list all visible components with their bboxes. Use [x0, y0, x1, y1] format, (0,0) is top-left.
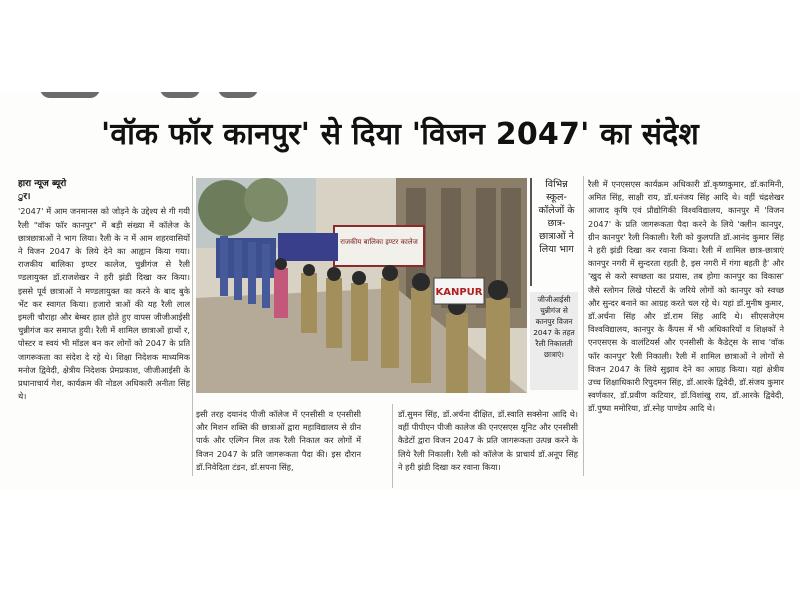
article-column-4: रैली में एनएसएस कार्यक्रम अधिकारी डॉ.कृष्णकुमार, डॉ.कामिनी, अमित सिंह, साक्षी राय, डॉ.धनंजय सिंह आदि थे। वहीं चंद्रशेखर आजाद कृषि एवं प्रौद्योगिकी विश्वविद्यालय, कानपुर में 'विजन 2047' के प्रति जागरूकता पैदा करने के लिये 'क्लीन कानपुर, ग्रीन कानपुर' रैली निकाली। रैली को कुलपति डॉ.आनंद कुमार सिंह ने हरी झंडी दिखा कर रवाना किया। रैली में शामिल छात्र-छात्राएं कानपुर नगरी में सुन्दरता रहती है, इस नगरी में गंगा बहती है' और 'खुद से करो स्वच्छता का प्रयास, तब होगा कानपुर का विकास' जैसे स्लोगन लिखे पोस्टरों के जरिये लोगों को कानपुर को स्वच्छ और सुन्दर बनाने का आग्रह करते चल रहे थे। यहां डॉ.मुनीष कुमार, डॉ.अर्चना सिंह और डॉ.राम सिंह आदि थे। सीएसजेएम विश्वविद्यालय, कानपुर के कैंपस में भी अधिकारियों व शिक्षकों ने एनएसएस के वालंटियर्स और एनसीसी के कैडेट्स के साथ 'वॉक फॉर कानपुर' रैली निकाली। रैली में शामिल छात्राओं ने लोगों से विजन 2047 के लिये सुझाव देने का आग्रह किया। यहां क्षेत्रीय उच्च शिक्षाधिकारी रिपुदमन सिंह, डॉ.आरके द्विवेदी, डॉ.संजय कुमार स्वर्णकार, डॉ.प्रवीण कटियार, डॉ.विशांखु राय, डॉ.आरके द्विवेदी, डॉ.पुष्पा ममोरिया, डॉ.स्नेह पाण्डेय आदि थे।: [588, 179, 784, 414]
rally-photo-illustration: [196, 178, 527, 393]
column-divider: [583, 176, 584, 476]
column-divider: [392, 404, 393, 488]
column-divider: [192, 176, 193, 476]
side-caption: विभिन्न स्कूल-कॉलेजों के छात्र-छात्राओं ने लिया भाग: [530, 178, 578, 286]
column-1-text: '2047' में आम जनमानस को जोड़ने के उद्देश्य से गी गयी रैली "वॉक फॉर कानपुर" में बड़ी संख्या में कॉलेज के छात्रछात्राओं ने भाग लिया। रैली के न में आम शहरवासियों ने विजन 2047 के लिये देने का आह्वान किया गया। राजकीय बालिका इण्टर कालेज, चुन्नीगंज से रैली ण्डलायुक्त डॉ.राजशेखर ने हरी झंडी दिखा कर किया। इससे पूर्व छात्राओं ने मण्डलायुक्त का करने के बाद बुके भेंट कर स्वागत किया। हजारो त्राओं की यह रैली लाल इमली चौराहा और बेम्बर हाल होते हुए वापस जीजीआईसी चुन्नीगंज कर समाप्त हुयी। रैली में शामिल छात्राओं हाथों र, पोस्टर व स्वयं भी मॉडल बन कर लोगों को 2047 के प्रति जागरूकता का संदेश दे रहे थे। शिक्षा निदेशक माध्यमिक मनोज द्विवेदी, क्षेत्रीय निदेशक प्रेमप्रकाश, जीजीआईसी के प्रधानाचार्य गेश, कार्यक्रम की नोडल अधिकारी अनीता सिंह थे।: [18, 206, 190, 402]
banner-text: राजकीय बालिका इण्टर कालेज: [340, 238, 418, 246]
newspaper-clipping: [0, 92, 800, 490]
article-column-2: इसी तरह दयानंद पीजी कॉलेज में एनसीसी व एनसीसी और मिशन शक्ति की छात्राओं द्वारा महाविद्यालय से ग्रीन पार्क और एल्गिन मिल तक रैली निकाल कर लोगों में विजन 2047 के प्रति जागरूकता पैदा की। इस दौरान डॉ.निवेदिता टंडन, डॉ.सपना सिंह,: [196, 409, 361, 472]
placard-text: KANPUR: [435, 287, 483, 298]
photo-caption: जीजीआईसी चुन्नीगंज से कानपुर विजन 2047 के तहत रैली निकालती छात्राएं।: [530, 292, 578, 390]
dateline: ुर।: [18, 192, 31, 203]
headline: 'वॉक फॉर कानपुर' से दिया 'विजन 2047' का संदेश: [101, 117, 699, 152]
article-column-3: डॉ.सुमन सिंह, डॉ.अर्चना दीक्षित, डॉ.स्वाति सक्सेना आदि थे। वहीं पीपीएन पीजी कालेज की एनएसएस यूनिट और एनसीसी कैडेटों द्वारा विजन 2047 के प्रति जागरूकता उत्पन्न करने के लिये रैली निकाली। रैली को कॉलेज के प्राचार्य डॉ.अनूप सिंह ने हरी झंडी दिखा कर रवाना किया।: [398, 409, 578, 472]
byline: हारा न्यूज ब्यूरो: [18, 179, 67, 189]
article-column-1: [18, 178, 190, 488]
rally-photo: [196, 178, 527, 393]
cut-off-previous-headline: [0, 92, 800, 102]
